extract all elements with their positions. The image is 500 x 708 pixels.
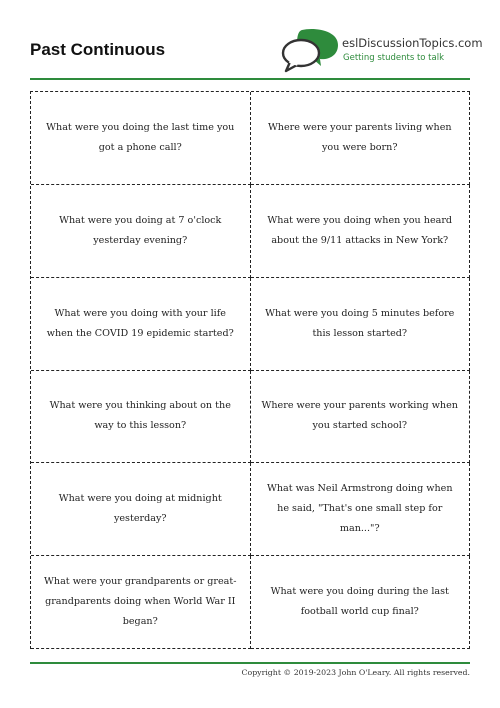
question-card: What were your grandparents or great-grandparents doing when World War II began? [31, 556, 251, 649]
header-divider [30, 78, 470, 80]
question-card: What were you doing when you heard about the 9/11 attacks in New York? [251, 185, 471, 278]
question-card: What were you doing the last time you got a phone call? [31, 92, 251, 185]
question-card: What were you doing with your life when the COVID 19 epidemic started? [31, 278, 251, 371]
question-card: Where were your parents working when you started school? [251, 371, 471, 464]
question-card: What were you doing at 7 o'clock yesterday evening? [31, 185, 251, 278]
footer-divider [30, 662, 470, 664]
copyright-notice: Copyright © 2019-2023 John O'Leary. All rights reserved. [241, 668, 470, 677]
question-card: What were you doing during the last football world cup final? [251, 556, 471, 649]
question-card: Where were your parents living when you were born? [251, 92, 471, 185]
question-card: What were you thinking about on the way to this lesson? [31, 371, 251, 464]
question-card: What were you doing 5 minutes before this lesson started? [251, 278, 471, 371]
speech-bubbles-icon [280, 28, 340, 74]
question-card-grid [30, 91, 470, 649]
site-logo [280, 28, 483, 74]
page-title: Past Continuous [30, 40, 166, 59]
question-card: What was Neil Armstrong doing when he said, "That's one small step for man..."? [251, 463, 471, 556]
brand-tagline: Getting students to talk [343, 53, 445, 63]
question-card: What were you doing at midnight yesterday? [31, 463, 251, 556]
brand-name: eslDiscussionTopics.com [342, 36, 483, 50]
